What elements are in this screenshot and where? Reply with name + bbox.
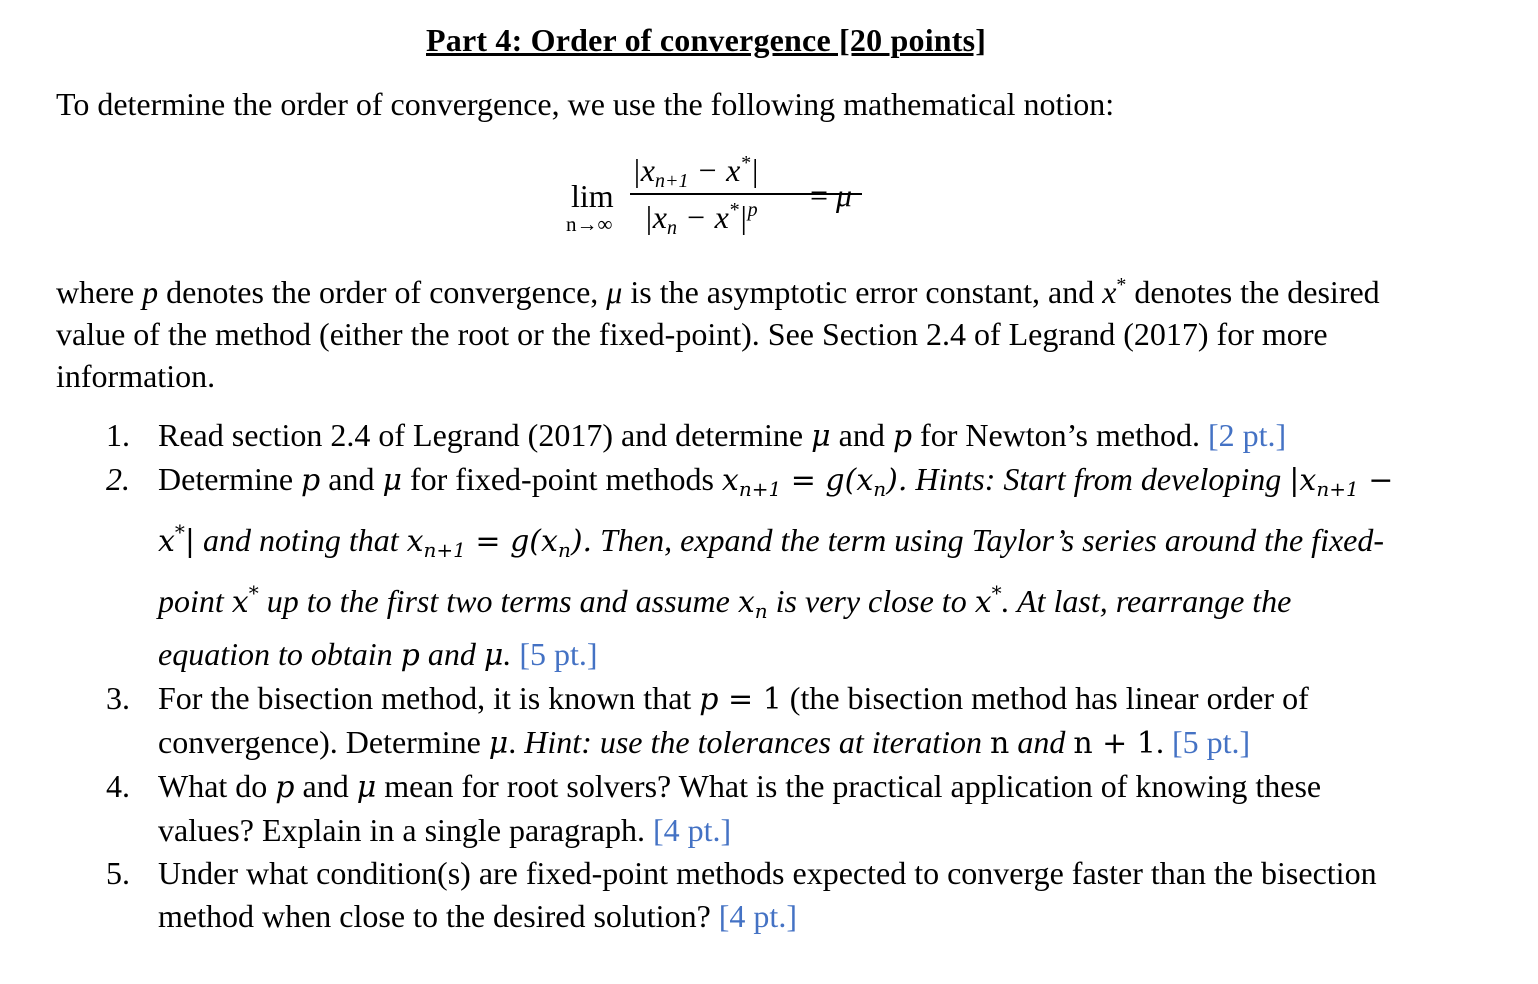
formula-result: = μ [810, 177, 853, 213]
question-number: 1. [106, 417, 130, 453]
question-1: 1. Read section 2.4 of Legrand (2017) and determine μ and p for Newton’s method. [2 pt.] [56, 414, 1396, 458]
question-number: 2. [106, 461, 130, 497]
section-title: Part 4: Order of convergence [20 points] [426, 22, 987, 58]
formula-numerator: |xn+1 − x*| [632, 152, 760, 192]
convergence-formula [566, 148, 886, 248]
question-2: 2. Determine p and μ for fixed-point methods $x_{n+1} = g(x_n)$. Hints: Start from developing $|x_{n+1} - x^*|$ and noting that $x_{n+1} = g(x_n)$. Then, expand the term using Taylor’s series around the fixed-point x* up to the first two terms and assume $x_n$ is very close to x*. At last, rearrange the equation to obtain p and μ. [5 pt.] [56, 458, 1396, 677]
definition-paragraph: where p denotes the order of convergence, μ is the asymptotic error constant, and x* denotes the desired value of the method (either the root or the fixed-point). See Section 2.4 of Legrand (2017) for more information. [56, 274, 1380, 394]
points-label: [5 pt.] [1171, 724, 1251, 760]
question-number: 5. [106, 855, 130, 891]
points-label: [5 pt.] [519, 636, 598, 672]
question-number: 4. [106, 768, 130, 804]
question-list [56, 414, 1396, 938]
formula-limit-subscript: n→∞ [566, 212, 613, 236]
question-number: 3. [106, 680, 130, 716]
formula-denominator: $|xn - x^*|^p$ [644, 199, 758, 239]
points-label: [4 pt.] [652, 812, 732, 848]
formula-lim: lim [571, 178, 614, 214]
points-label: [4 pt.] [718, 898, 797, 934]
points-label: [2 pt.] [1207, 417, 1287, 453]
intro-text: To determine the order of convergence, we use the following mathematical notion: [56, 86, 1115, 122]
question-5: 5. Under what condition(s) are fixed-point methods expected to converge faster than the bisection method when close to the desired solution? [4 pt.] [56, 852, 1396, 938]
question-4: 4. What do p and μ mean for root solvers? What is the practical application of knowing these values? Explain in a single paragraph. [4 pt.] [56, 765, 1396, 852]
question-3: 3. For the bisection method, it is known that p = 1 (the bisection method has linear order of convergence). Determine μ. Hint: use the tolerances at iteration n and n + 1. [5 pt.] [56, 677, 1396, 765]
